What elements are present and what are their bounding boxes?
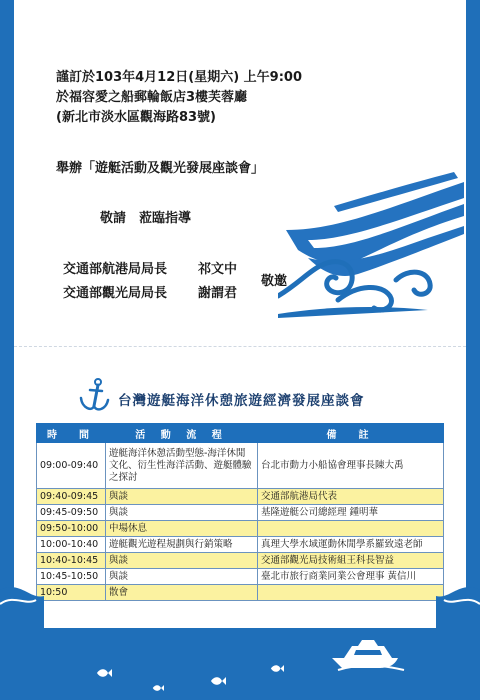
row-note: 真理大學水域運動休閒學系羅致遠老師: [258, 537, 444, 553]
agenda-title: 台灣遊艇海洋休憩旅遊經濟發展座談會: [118, 393, 365, 409]
fold-line: [14, 346, 466, 347]
row-activity: 散會: [106, 585, 258, 601]
row-activity: 中場休息: [106, 521, 258, 537]
row-activity: 與談: [106, 489, 258, 505]
boat-icon: [328, 632, 408, 672]
row-time: 10:00-10:40: [37, 537, 106, 553]
row-time: 09:40-09:45: [37, 489, 106, 505]
event-line: 舉辦「遊艇活動及觀光發展座談會」: [56, 161, 265, 176]
table-row: [37, 537, 444, 553]
invite-word: 敬邀: [261, 274, 288, 289]
row-note: 台北市動力小船協會理事長陳大禹: [258, 443, 444, 489]
date-line: 謹訂於103年4月12日(星期六) 上午9:00: [56, 70, 303, 85]
fish-icon: [270, 664, 284, 673]
row-note: 交通部觀光局技術組王科長智益: [258, 553, 444, 569]
header-time: 時 間: [37, 424, 106, 443]
header-note: 備 註: [258, 424, 444, 443]
row-time: 09:00-09:40: [37, 443, 106, 489]
agenda-header-row: [37, 424, 444, 443]
row-activity: 與談: [106, 505, 258, 521]
row-activity: 與談: [106, 569, 258, 585]
wave-decoration: [0, 560, 480, 640]
table-row: [37, 521, 444, 537]
row-note: 臺北市旅行商業同業公會理事 黃信川: [258, 569, 444, 585]
yacht-illustration: [278, 168, 466, 318]
invitation-card: [14, 0, 466, 628]
row-time: 10:50: [37, 585, 106, 601]
respect-line: 敬請 蒞臨指導: [100, 211, 192, 226]
header-activity: 活 動 流 程: [106, 424, 258, 443]
guest-title: 交通部航港局局長: [63, 262, 168, 277]
fish-icon: [210, 676, 226, 686]
anchor-icon: [78, 378, 112, 412]
row-time: 09:45-09:50: [37, 505, 106, 521]
guest-name: 祁文中: [198, 262, 238, 277]
venue-line: 於福容愛之船郵輪飯店3樓芙蓉廳: [56, 90, 248, 105]
guest-name: 謝謂君: [198, 286, 238, 301]
address-line: (新北市淡水區觀海路83號): [56, 110, 216, 125]
row-time: 09:50-10:00: [37, 521, 106, 537]
row-activity: 遊艇觀光遊程規劃與行銷策略: [106, 537, 258, 553]
row-note: [258, 521, 444, 537]
table-row: [37, 505, 444, 521]
row-activity: 與談: [106, 553, 258, 569]
table-row: [37, 489, 444, 505]
fish-icon: [152, 684, 164, 692]
guest-title: 交通部觀光局局長: [63, 286, 168, 301]
row-time: 10:45-10:50: [37, 569, 106, 585]
row-note: 基隆遊艇公司總經理 鍾明華: [258, 505, 444, 521]
row-time: 10:40-10:45: [37, 553, 106, 569]
row-activity: 遊艇海洋休憩活動型態-海洋休閒文化、衍生性海洋活動、遊艇體驗之探討: [106, 443, 258, 489]
row-note: 交通部航港局代表: [258, 489, 444, 505]
fish-icon: [96, 668, 112, 678]
table-row: [37, 443, 444, 489]
